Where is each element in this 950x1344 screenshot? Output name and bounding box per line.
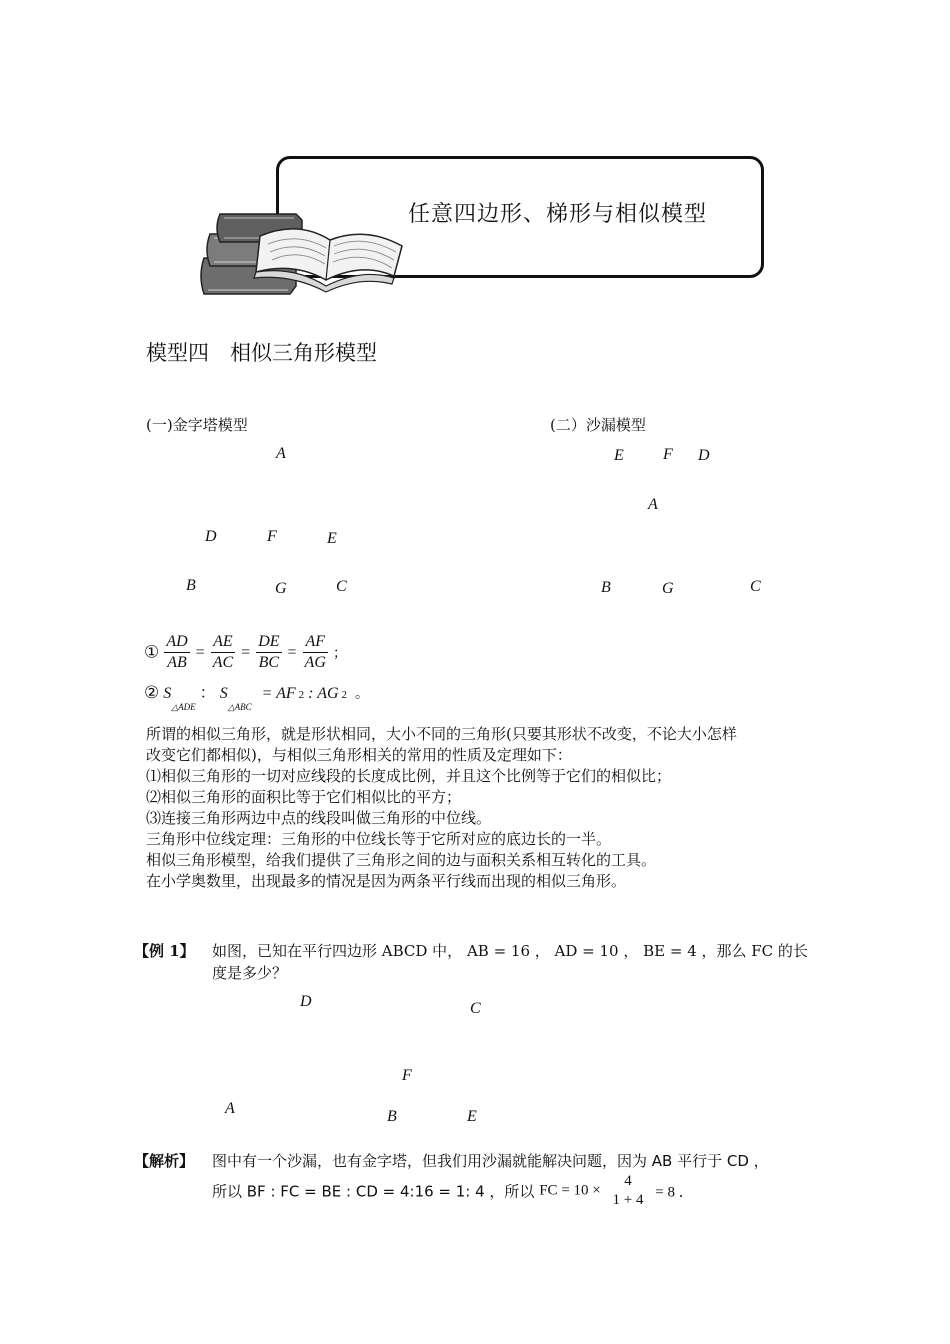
formula-2-rhs: = AF (261, 685, 296, 702)
fraction-num: 4 (624, 1173, 632, 1189)
theory-line: 三角形中位线定理：三角形的中位线长等于它所对应的底边长的一半。 (146, 830, 612, 848)
model2-label: (二）沙漏模型 (550, 416, 646, 434)
formula-1-marker: ① (144, 642, 160, 663)
section-title: 模型四 相似三角形模型 (146, 341, 377, 365)
fraction (164, 632, 189, 673)
formula-2-mid: : AG (308, 685, 339, 702)
theory-line: 所谓的相似三角形，就是形状相同，大小不同的三角形(只要其形状不改变，不论大小怎样 (146, 725, 737, 743)
fraction-den: AC (212, 654, 234, 671)
formula-2-marker: ② (144, 683, 160, 702)
model1-point-b: B (186, 577, 196, 594)
theory-line: 改变它们都相似)，与相似三角形相关的常用的性质及定理如下： (146, 746, 572, 764)
superscript: 2 (341, 689, 348, 701)
solution-line-2b: FC = 10 × (539, 1182, 601, 1199)
model2-point-f: F (663, 446, 673, 463)
example-line-1: 如图，已知在平行四边形 ABCD 中， AB = 16 ， AD = 10 ， BE = 4 ，那么 FC 的长 (212, 942, 808, 960)
theory-line: ⑴相似三角形的一切对应线段的长度成比例，并且这个比例等于它们的相似比； (146, 767, 672, 785)
solution-line-2 (212, 1172, 694, 1210)
formula-2-end: 。 (355, 687, 370, 702)
fraction (211, 632, 235, 673)
equals-sign: = (241, 644, 251, 661)
model2-point-e: E (614, 447, 624, 464)
model1-point-d: D (205, 528, 217, 545)
books-illustration (198, 206, 408, 298)
colon: ： (199, 685, 216, 702)
fraction (610, 1172, 647, 1210)
theory-line: 在小学奥数里，出现最多的情况是因为两条平行线而出现的相似三角形。 (146, 872, 627, 890)
solution-line-1: 图中有一个沙漏，也有金字塔，但我们用沙漏就能解决问题，因为 AB 平行于 CD ， (212, 1152, 769, 1170)
fraction-num: AF (303, 632, 328, 653)
fraction-den: AB (167, 654, 187, 671)
area-symbol: S (219, 685, 228, 702)
theory-text (146, 724, 826, 892)
equals-sign: = (287, 644, 297, 661)
model1-point-c: C (336, 578, 347, 595)
area-subscript: △ADE (171, 702, 196, 713)
superscript: 2 (298, 689, 305, 701)
theory-line: ⑶连接三角形两边中点的线段叫做三角形的中位线。 (146, 809, 492, 827)
model2-point-g: G (662, 580, 674, 597)
model2-point-b: B (601, 579, 611, 596)
example-point-c: C (470, 1000, 481, 1017)
header-title: 任意四边形、梯形与相似模型 (408, 202, 708, 227)
fraction (303, 632, 328, 673)
model2-point-d: D (698, 447, 710, 464)
example-point-b: B (387, 1108, 397, 1125)
theory-line: 相似三角形模型，给我们提供了三角形之间的边与面积关系相互转化的工具。 (146, 851, 657, 869)
equals-sign: = (195, 644, 205, 661)
fraction-den: 1 + 4 (612, 1192, 644, 1208)
model1-point-a: A (276, 445, 286, 462)
fraction-num: AE (211, 632, 235, 653)
fraction-num: DE (256, 632, 281, 653)
fraction-num: AD (164, 632, 189, 653)
fraction (256, 632, 281, 673)
model1-point-e: E (327, 530, 337, 547)
example-point-e: E (467, 1108, 477, 1125)
formula-1 (144, 632, 347, 673)
area-subscript: △ABC (227, 702, 252, 713)
fraction-den: AG (304, 654, 326, 671)
theory-line: ⑵相似三角形的面积比等于它们相似比的平方； (146, 788, 462, 806)
area-symbol: S (163, 685, 172, 702)
formula-1-end: ； (332, 645, 347, 662)
example-point-d: D (300, 993, 312, 1010)
solution-tag: 【解析】 (134, 1152, 195, 1170)
example-point-f: F (402, 1067, 412, 1084)
model2-point-c: C (750, 578, 761, 595)
example-point-a: A (225, 1100, 235, 1117)
example-tag: 【例 1】 (134, 942, 195, 960)
model1-point-g: G (275, 580, 287, 597)
solution-line-2c: = 8 ． (655, 1184, 694, 1201)
example-line-2: 度是多少？ (212, 964, 288, 982)
solution-line-2a: 所以 BF : FC = BE : CD = 4:16 = 1: 4 ，所以 (212, 1182, 535, 1201)
model1-point-f: F (267, 528, 277, 545)
model1-label: (一)金字塔模型 (146, 416, 248, 434)
model2-point-a: A (648, 496, 658, 513)
fraction-den: BC (258, 654, 280, 671)
formula-2 (144, 680, 370, 713)
